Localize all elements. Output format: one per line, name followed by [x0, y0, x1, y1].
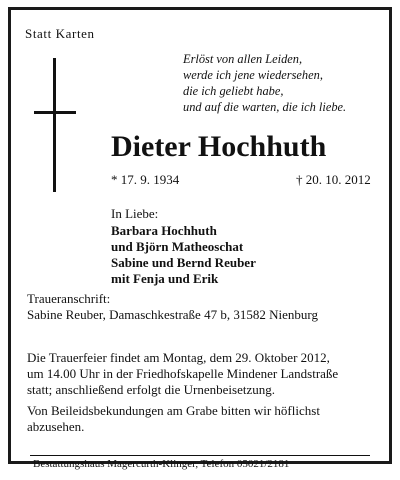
ceremony-line: Die Trauerfeier findet am Montag, dem 29. Oktober 2012, [27, 350, 330, 365]
poem [183, 51, 388, 115]
condolence-line: Von Beileidsbekundungen am Grabe bitten wir höflichst [27, 403, 320, 418]
cross-vertical-bar [53, 58, 56, 192]
mourners-block [111, 206, 256, 287]
footer-divider [30, 455, 370, 456]
funeral-home-footer: Bestattungshaus Magercurth-Klinger, Telefon 05021/2181 [33, 458, 290, 470]
birth-date: * 17. 9. 1934 [111, 172, 180, 187]
mourner-name: und Björn Matheoschat [111, 239, 244, 254]
mourner-name: mit Fenja und Erik [111, 271, 219, 286]
ceremony-line: statt; anschließend erfolgt die Urnenbeisetzung. [27, 382, 276, 397]
poem-line: und auf die warten, die ich liebe. [183, 100, 347, 114]
ceremony-line: um 14.00 Uhr in der Friedhofskapelle Mindener Landstraße [27, 366, 339, 381]
notice-header: Statt Karten [25, 26, 95, 41]
mourner-name: Sabine und Bernd Reuber [111, 255, 256, 270]
poem-line: Erlöst von allen Leiden, [183, 52, 303, 66]
address-label: Traueranschrift: [27, 291, 111, 306]
ceremony-info [27, 350, 338, 398]
mourners-intro: In Liebe: [111, 206, 159, 221]
address-value: Sabine Reuber, Damaschkestraße 47 b, 31582 Nienburg [27, 307, 318, 322]
poem-line: die ich geliebt habe, [183, 84, 284, 98]
cross-horizontal-bar [34, 111, 76, 114]
mourner-name: Barbara Hochhuth [111, 223, 217, 238]
poem-line: werde ich jene wiedersehen, [183, 68, 323, 82]
death-date: † 20. 10. 2012 [296, 172, 371, 187]
mourning-address [27, 291, 318, 323]
deceased-name: Dieter Hochhuth [111, 130, 327, 163]
condolence-note [27, 403, 320, 435]
condolence-line: abzusehen. [27, 419, 85, 434]
